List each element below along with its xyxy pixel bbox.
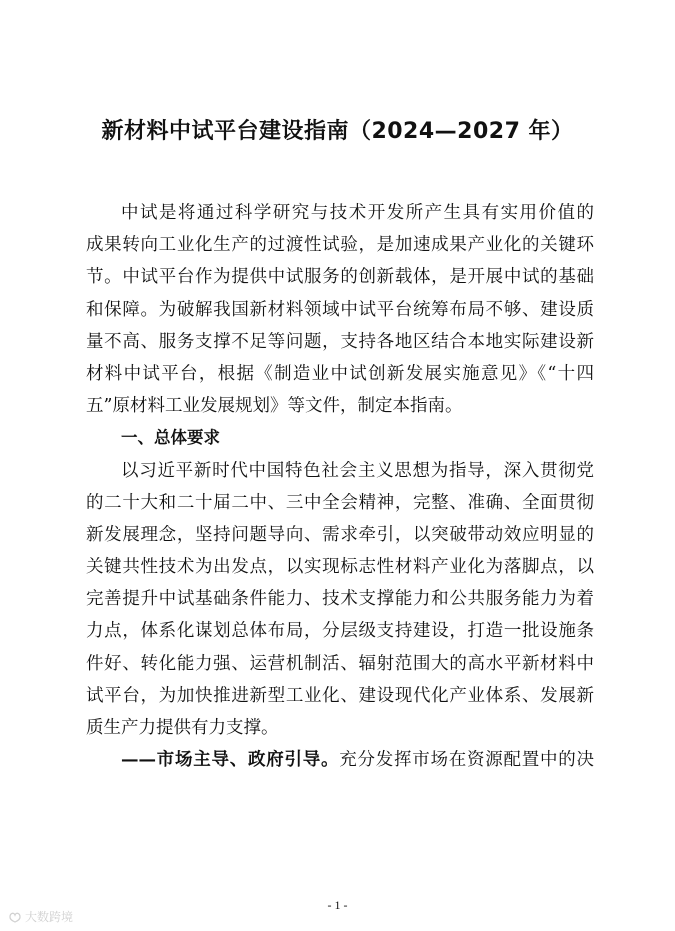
text-line: 成果转向工业化生产的过渡性试验，是加速成果产业化的关键环	[86, 235, 594, 256]
page-number: - 1 -	[327, 898, 348, 912]
text-line: 新发展理念，坚持问题导向、需求牵引，以突破带动效应明显的	[86, 524, 594, 545]
paragraph-intro	[86, 197, 594, 776]
text-line: 件好、转化能力强、运营机制活、辐射范围大的高水平新材料中	[86, 653, 594, 674]
document-title: 新材料中试平台建设指南（2024—2027 年）	[101, 119, 574, 144]
text-line: 五”原材料工业发展规划》等文件，制定本指南。	[86, 396, 463, 417]
principle-title: ——市场主导、政府引导。	[121, 750, 340, 771]
text-line: 力点，体系化谋划总体布局，分层级支持建设，打造一批设施条	[86, 621, 594, 642]
watermark-text: 大数跨境	[25, 910, 74, 924]
text-line: 完善提升中试基础条件能力、技术支撑能力和公共服务能力为着	[86, 589, 594, 610]
text-line: 和保障。为破解我国新材料领域中试平台统筹布局不够、建设质	[86, 299, 594, 320]
text-line: 的二十大和二十届二中、三中全会精神，完整、准确、全面贯彻	[86, 492, 594, 513]
principle-text: 充分发挥市场在资源配置中的决	[339, 750, 594, 771]
text-line: 以习近平新时代中国特色社会主义思想为指导，深入贯彻党	[121, 460, 594, 481]
text-line: 节。中试平台作为提供中试服务的创新载体，是开展中试的基础	[86, 267, 594, 288]
text-line: 材料中试平台，根据《制造业中试创新发展实施意见》《“十四	[86, 363, 594, 384]
text-line: 中试是将通过科学研究与技术开发所产生具有实用价值的	[121, 203, 594, 223]
text-line: 量不高、服务支撑不足等问题，支持各地区结合本地实际建设新	[86, 331, 594, 352]
text-line: 关键共性技术为出发点，以实现标志性材料产业化为落脚点，以	[86, 557, 594, 578]
watermark-logo-icon	[8, 911, 22, 923]
text-line: 试平台，为加快推进新型工业化、建设现代化产业体系、发展新	[86, 685, 594, 706]
section-heading: 一、总体要求	[121, 428, 220, 448]
text-line: 质生产力提供有力支撑。	[86, 718, 279, 738]
principle-line	[86, 744, 594, 776]
watermark	[8, 908, 73, 925]
